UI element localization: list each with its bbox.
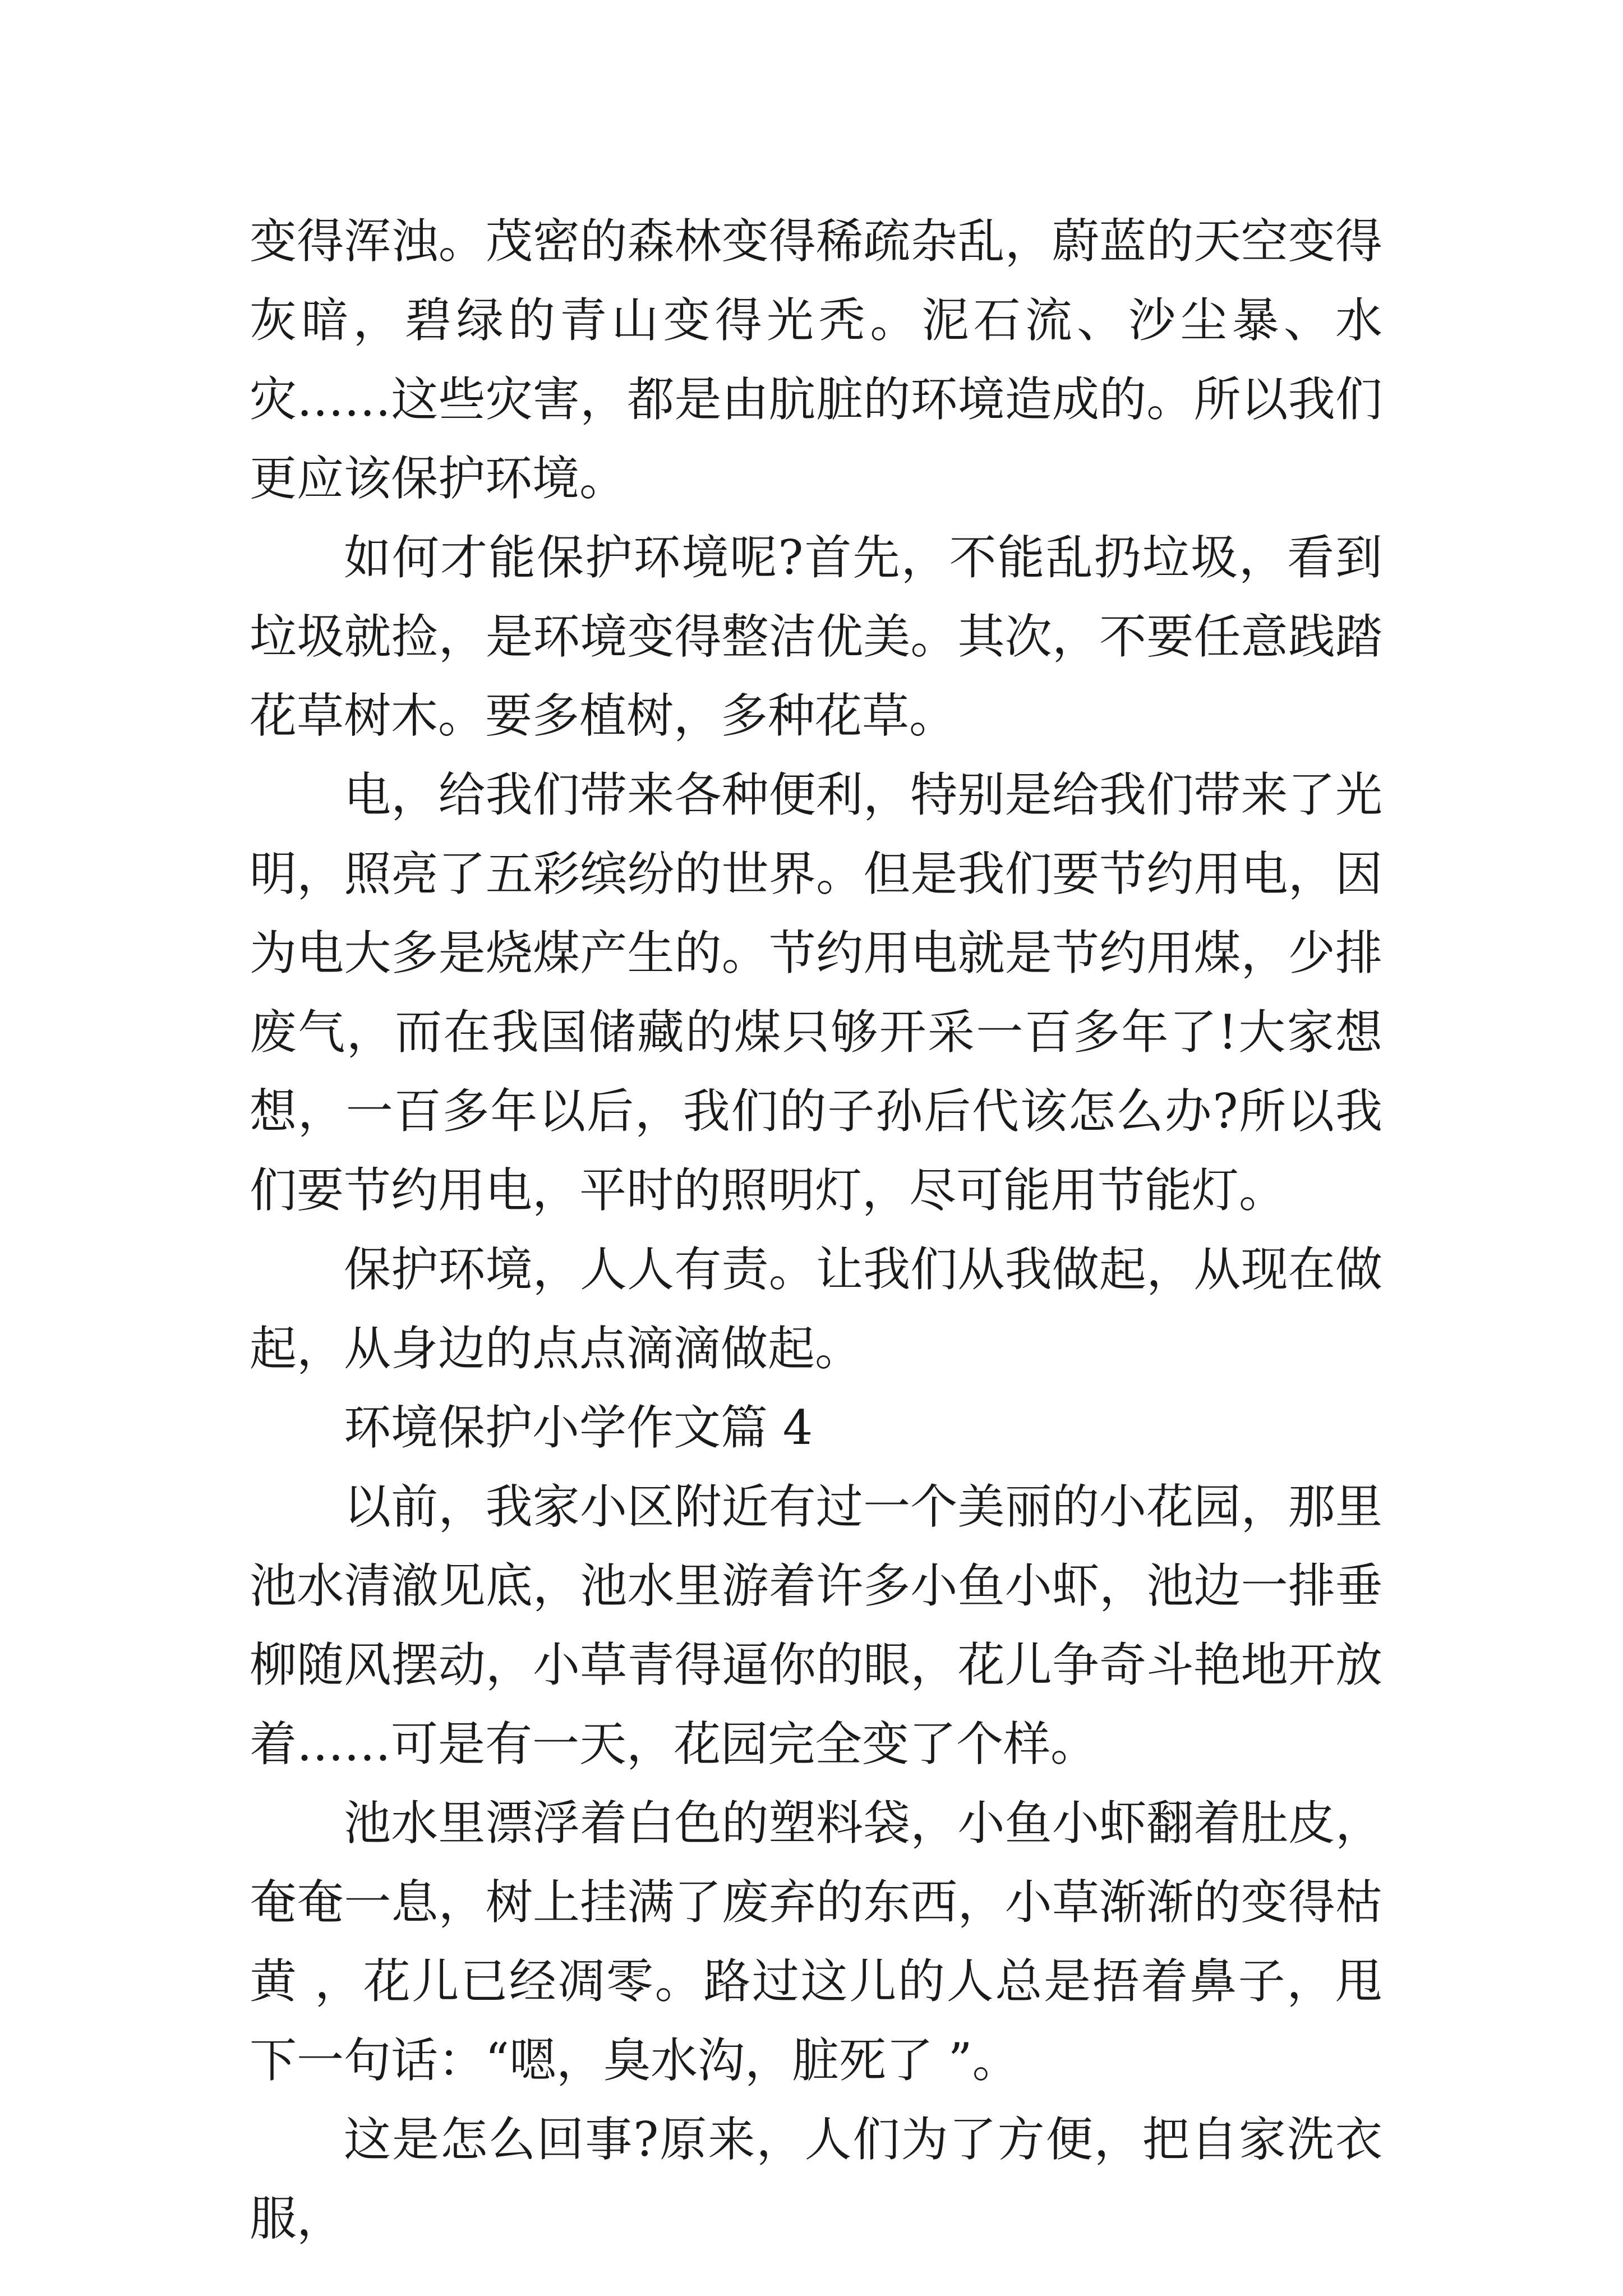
paragraph-cause: 这是怎么回事?原来，人们为了方便，把自家洗衣服，: [250, 2112, 1382, 2246]
section-heading: 环境保护小学作文篇 4: [344, 1400, 813, 1455]
paragraph-save-electricity: 电，给我们带来各种便利，特别是给我们带来了光明，照亮了五彩缤纷的世界。但是我们要节约用电，因为电大多是烧煤产生的。节约用电就是节约用煤，少排废气，而在我国储藏的煤只够开采一百多年了!大家想想，一百多年以后，我们的子孙后代该怎么办?所以我们要节约用电，平时的照明灯，尽可能用节能灯。: [250, 767, 1382, 1218]
paragraph-continued: 变得浑浊。茂密的森林变得稀疏杂乱，蔚蓝的天空变得灰暗，碧绿的青山变得光秃。泥石流、沙尘暴、水灾……这些灾害，都是由肮脏的环境造成的。所以我们更应该保护环境。: [250, 214, 1382, 506]
paragraph-responsibility: 保护环境，人人有责。让我们从我做起，从现在做起，从身边的点点滴滴做起。: [250, 1242, 1382, 1376]
paragraph-garden-polluted: 池水里漂浮着白色的塑料袋，小鱼小虾翻着肚皮，奄奄一息，树上挂满了废弃的东西，小草渐渐的变得枯黄 ，花儿已经凋零。路过这儿的人总是捂着鼻子，甩下一句话：“嗯，臭水沟，脏死了 ”。: [250, 1796, 1382, 2088]
paragraph-how-to-protect: 如何才能保护环境呢?首先，不能乱扔垃圾，看到垃圾就捡，是环境变得整洁优美。其次，不要任意践踏花草树木。要多植树，多种花草。: [250, 530, 1382, 743]
paragraph-garden-before: 以前，我家小区附近有过一个美丽的小花园，那里池水清澈见底，池水里游着许多小鱼小虾，池边一排垂柳随风摆动，小草青得逼你的眼，花儿争奇斗艳地开放着……可是有一天，花园完全变了个样。: [250, 1479, 1382, 1772]
article-body: [250, 202, 1382, 2258]
